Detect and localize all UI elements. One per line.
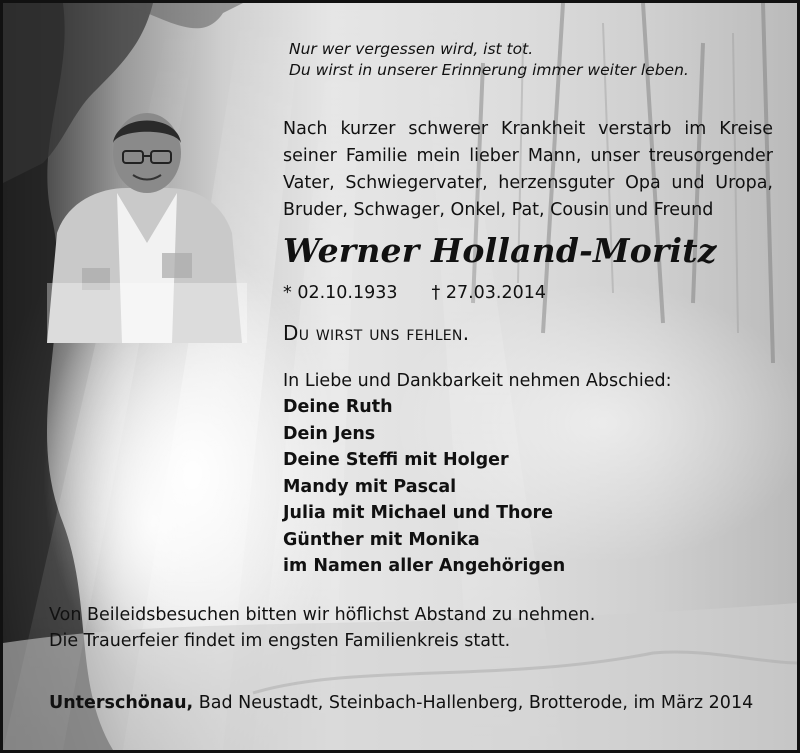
places-and-date — [49, 693, 753, 713]
place-main: Unterschönau, — [49, 693, 194, 713]
mourners-list — [283, 394, 565, 580]
condolence-notice — [49, 602, 595, 654]
places-rest: Bad Neustadt, Steinbach-Hallenberg, Brotterode, im März 2014 — [193, 693, 754, 713]
mourner-item: Mandy mit Pascal — [283, 476, 457, 497]
mourner-item: Günther mit Monika — [283, 529, 480, 550]
mourner-item: Deine Steffi mit Holger — [283, 450, 509, 470]
notice-line: Die Trauerfeier findet im engsten Familienkreis statt. — [49, 631, 511, 651]
mourner-item: im Namen aller Angehörigen — [283, 556, 566, 576]
life-dates — [283, 283, 546, 303]
quote-line: Nur wer vergessen wird, ist tot. — [289, 40, 534, 58]
notice-line: Von Beileidsbesuchen bitten wir höflichst Abstand zu nehmen. — [49, 605, 596, 625]
obituary-content — [3, 3, 797, 750]
death-date: † 27.03.2014 — [431, 283, 547, 303]
birth-date: * 02.10.1933 — [283, 283, 398, 303]
quote-line: Du wirst in unserer Erinnerung immer weiter leben. — [289, 61, 689, 79]
motto: Du wirst uns fehlen. — [283, 321, 470, 345]
memorial-quote — [289, 39, 689, 81]
deceased-name: Werner Holland-Moritz — [283, 231, 717, 270]
announcement-text: Nach kurzer schwerer Krankheit verstarb im Kreise seiner Familie mein lieber Mann, unser treusorgender Vater, Schwiegervater, herzensguter Opa und Uropa, Bruder, Schwager, Onkel, Pat, Cousin und Freund — [283, 119, 773, 220]
mourner-item: Deine Ruth — [283, 397, 393, 417]
mourner-item: Dein Jens — [283, 423, 376, 444]
farewell-intro: In Liebe und Dankbarkeit nehmen Abschied: — [283, 371, 672, 391]
mourner-item: Julia mit Michael und Thore — [283, 503, 554, 523]
